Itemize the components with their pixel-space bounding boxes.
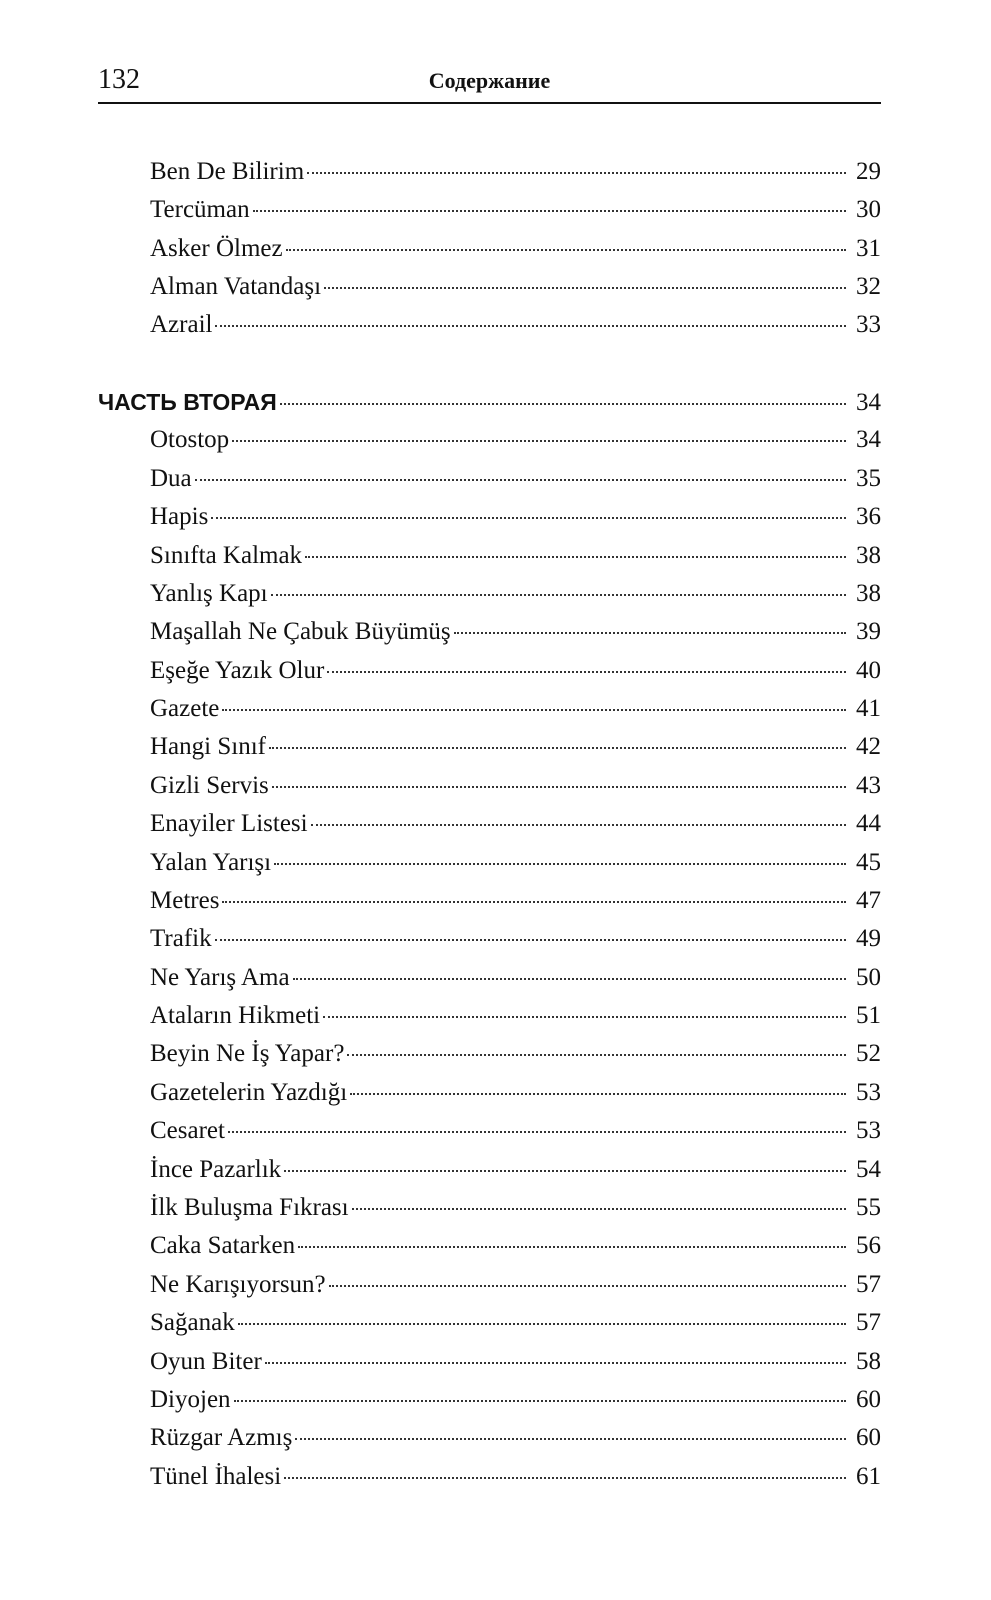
toc-entry-title: Beyin Ne İş Yapar? [150, 1040, 345, 1067]
toc-entry-page: 38 [856, 542, 881, 569]
toc-entry-page: 32 [856, 273, 881, 300]
toc-entry [150, 1267, 881, 1303]
toc-entry-page: 51 [856, 1002, 881, 1029]
toc-entry-title: Gazete [150, 695, 220, 722]
toc-entry-title: Sağanak [150, 1309, 235, 1336]
dot-leader [329, 1285, 846, 1287]
toc-entry [150, 1152, 881, 1188]
dot-leader [295, 1438, 846, 1440]
dot-leader [269, 747, 846, 749]
toc-entry-page: 41 [856, 695, 881, 722]
dot-leader [350, 1093, 846, 1095]
dot-leader [238, 1323, 846, 1325]
dot-leader [307, 172, 846, 174]
toc-entry [150, 614, 881, 650]
dot-leader [271, 594, 846, 596]
dot-leader [232, 440, 846, 442]
toc-entry [150, 806, 881, 842]
toc-entry-title: İnce Pazarlık [150, 1156, 282, 1183]
toc-entry-title: Ne Yarış Ama [150, 964, 290, 991]
toc-entry-page: 47 [856, 887, 881, 914]
toc-entry-page: 53 [856, 1117, 881, 1144]
toc-entry-page: 56 [856, 1232, 881, 1259]
toc-entry-page: 43 [856, 772, 881, 799]
toc-entry-title: Alman Vatandaşı [150, 273, 322, 300]
toc-entry-title: Caka Satarken [150, 1232, 296, 1259]
toc-entry-page: 35 [856, 465, 881, 492]
toc-entry-page: 45 [856, 849, 881, 876]
toc-entry-title: Tünel İhalesi [150, 1463, 282, 1490]
toc-entry [150, 768, 881, 804]
toc-entry-page: 29 [856, 158, 881, 185]
toc-entry-title: Trafik [150, 925, 212, 952]
toc-entry-page: 39 [856, 618, 881, 645]
toc-entry-title: Rüzgar Azmış [150, 1424, 293, 1451]
toc-entry-page: 34 [856, 389, 881, 416]
toc-entry-page: 58 [856, 1348, 881, 1375]
dot-leader [215, 325, 846, 327]
toc-entry-page: 38 [856, 580, 881, 607]
toc-entry-page: 57 [856, 1309, 881, 1336]
dot-leader [222, 709, 846, 711]
toc-entry [150, 1459, 881, 1495]
toc-entry-page: 55 [856, 1194, 881, 1221]
dot-leader [286, 249, 846, 251]
dot-leader [454, 632, 846, 634]
toc-entry [150, 307, 881, 343]
toc-entry-page: 57 [856, 1271, 881, 1298]
toc-entry-page: 36 [856, 503, 881, 530]
toc-entry-page: 52 [856, 1040, 881, 1067]
toc-entry-title: Dua [150, 465, 192, 492]
dot-leader [215, 939, 846, 941]
toc-entry-title: Oyun Biter [150, 1348, 262, 1375]
toc-entry-title: Diyojen [150, 1386, 231, 1413]
toc-entry [150, 845, 881, 881]
toc-entry-title: Ben De Bilirim [150, 158, 305, 185]
toc-entry [150, 691, 881, 727]
dot-leader [222, 901, 846, 903]
dot-leader [347, 1054, 846, 1056]
dot-leader [323, 1016, 846, 1018]
toc-entry-page: 61 [856, 1463, 881, 1490]
toc-entry [150, 422, 881, 458]
toc-entry [150, 1344, 881, 1380]
toc-entry-title: Ataların Hikmeti [150, 1002, 321, 1029]
toc-entry [150, 1420, 881, 1456]
toc-entry-page: 31 [856, 235, 881, 262]
toc-entry-page: 60 [856, 1424, 881, 1451]
toc-entry [150, 729, 881, 765]
toc-entry [150, 576, 881, 612]
dot-leader [228, 1131, 846, 1133]
toc-entry-page: 42 [856, 733, 881, 760]
dot-leader [253, 210, 846, 212]
toc-entry-title: Enayiler Listesi [150, 810, 308, 837]
dot-leader [280, 403, 846, 405]
toc-entry-title: Cesaret [150, 1117, 225, 1144]
toc-entry [150, 1075, 881, 1111]
toc-entry [150, 461, 881, 497]
toc-entry-title: Yalan Yarışı [150, 849, 272, 876]
dot-leader [305, 556, 846, 558]
toc-entry [150, 231, 881, 267]
toc-entry-title: Sınıfta Kalmak [150, 542, 303, 569]
toc-entry [150, 499, 881, 535]
page-number: 132 [98, 64, 140, 95]
toc-entry-title: Gazetelerin Yazdığı [150, 1079, 348, 1106]
toc-entry-title: Metres [150, 887, 220, 914]
toc-entry-title: Gizli Servis [150, 772, 269, 799]
toc-entry-page: 34 [856, 426, 881, 453]
toc-entry [150, 269, 881, 305]
toc-entry [150, 1228, 881, 1264]
dot-leader [327, 671, 846, 673]
dot-leader [265, 1362, 846, 1364]
toc-entry [150, 1036, 881, 1072]
dot-leader [284, 1477, 846, 1479]
toc-entry-title: Yanlış Kapı [150, 580, 268, 607]
toc-entry [150, 921, 881, 957]
dot-leader [311, 824, 846, 826]
toc-entry-page: 53 [856, 1079, 881, 1106]
toc-entry [150, 653, 881, 689]
dot-leader [234, 1400, 846, 1402]
toc-entry [150, 998, 881, 1034]
dot-leader [274, 863, 846, 865]
dot-leader [272, 786, 846, 788]
dot-leader [293, 978, 846, 980]
toc-part-title: ЧАСТЬ ВТОРАЯ [98, 389, 277, 415]
toc-entry-page: 50 [856, 964, 881, 991]
dot-leader [298, 1246, 846, 1248]
toc-entry [150, 1382, 881, 1418]
toc-entry-page: 54 [856, 1156, 881, 1183]
toc-entry-title: Otostop [150, 426, 230, 453]
toc-entry [150, 154, 881, 190]
page-header [98, 58, 881, 104]
toc-entry-title: Maşallah Ne Çabuk Büyümüş [150, 618, 451, 645]
dot-leader [195, 479, 846, 481]
toc-entry [150, 960, 881, 996]
toc-entry-title: Hapis [150, 503, 209, 530]
toc-entry-page: 44 [856, 810, 881, 837]
toc-entry-page: 49 [856, 925, 881, 952]
toc-entry-title: İlk Buluşma Fıkrası [150, 1194, 349, 1221]
toc-entry-title: Tercüman [150, 196, 250, 223]
toc-entry-page: 33 [856, 311, 881, 338]
dot-leader [284, 1170, 846, 1172]
toc-entry-title: Azrail [150, 311, 213, 338]
dot-leader [211, 517, 846, 519]
toc-entry-title: Asker Ölmez [150, 235, 283, 262]
dot-leader [324, 287, 846, 289]
toc-entry [150, 1305, 881, 1341]
toc-entry-page: 30 [856, 196, 881, 223]
toc-entry [150, 192, 881, 228]
toc-entry [150, 538, 881, 574]
toc-entry [150, 883, 881, 919]
toc-entry [150, 1190, 881, 1226]
toc-entry [150, 1113, 881, 1149]
toc-entry-title: Ne Karışıyorsun? [150, 1271, 326, 1298]
toc-entry-page: 40 [856, 657, 881, 684]
toc-entry-page: 60 [856, 1386, 881, 1413]
running-title: Содержание [428, 68, 551, 93]
dot-leader [352, 1208, 846, 1210]
toc-entry-title: Hangi Sınıf [150, 733, 266, 760]
toc-entry-title: Eşeğe Yazık Olur [150, 657, 325, 684]
toc-part-heading [98, 384, 881, 420]
